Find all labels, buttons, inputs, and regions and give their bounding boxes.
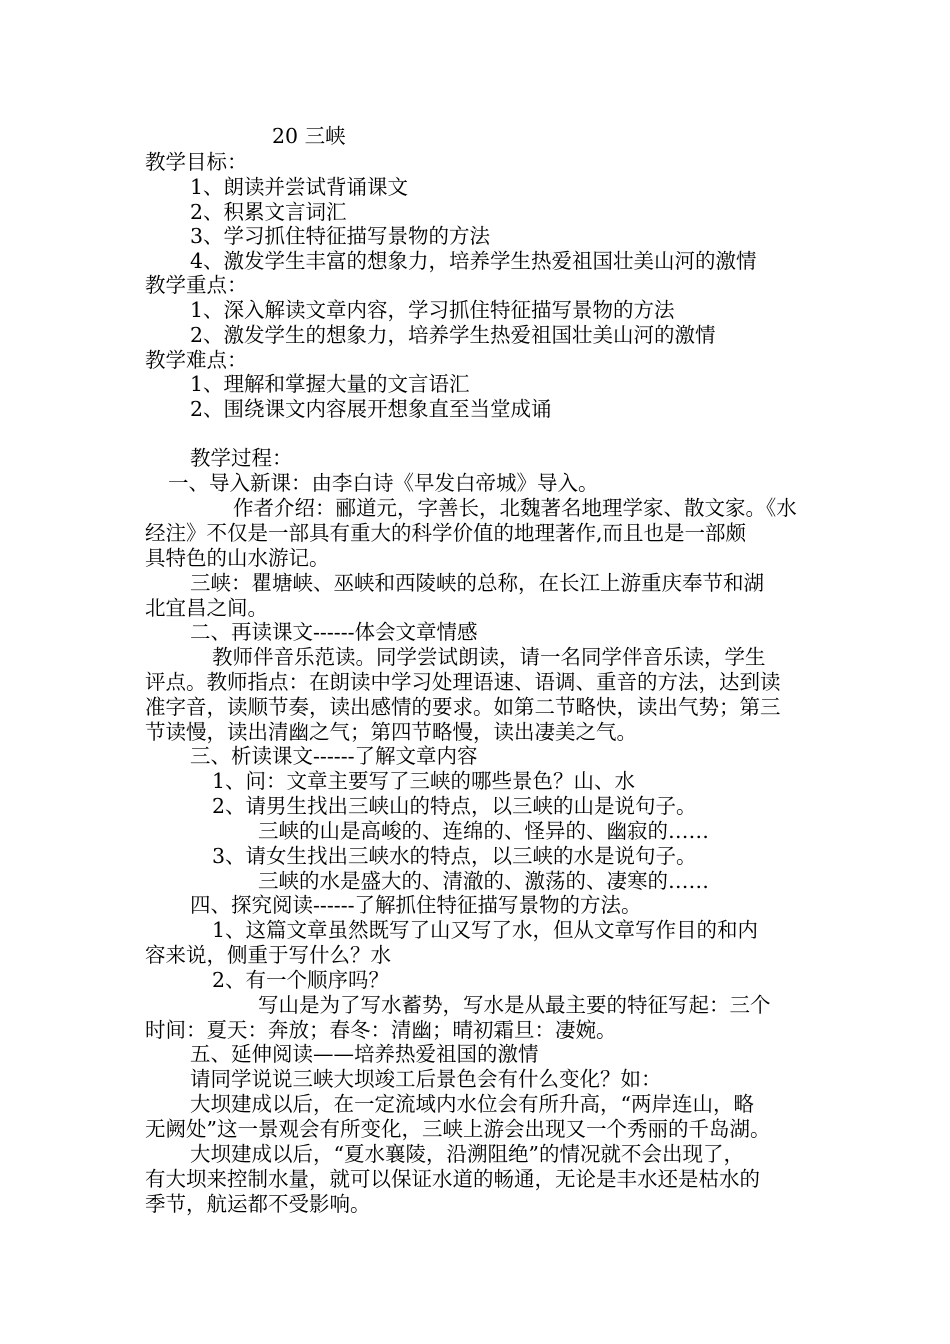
section-heading-objectives: 教学目标： <box>145 150 248 174</box>
paragraph-line: 作者介绍：郦道元，字善长，北魏著名地理学家、散文家。《水 <box>233 496 797 520</box>
answer-line: 写山是为了写水蓄势，写水是从最主要的特征写起：三个 <box>258 993 771 1017</box>
answer-line: 三峡的水是盛大的、清澈的、激荡的、凄寒的…… <box>258 869 709 893</box>
step-heading: 二、再读课文------体会文章情感 <box>190 620 478 644</box>
paragraph-line: 有大坝来控制水量，就可以保证水道的畅通，无论是丰水还是枯水的 <box>145 1167 760 1191</box>
step-heading: 一、导入新课：由李白诗《早发白帝城》导入。 <box>168 471 599 495</box>
paragraph-line: 北宜昌之间。 <box>145 596 268 620</box>
question-item: 3、请女生找出三峡水的特点，以三峡的水是说句子。 <box>212 844 697 868</box>
section-heading-difficulties: 教学难点： <box>145 348 248 372</box>
paragraph-line: 节读慢，读出清幽之气；第四节略慢，读出凄美之气。 <box>145 720 637 744</box>
difficulty-item: 1、理解和掌握大量的文言语汇 <box>190 372 470 396</box>
paragraph-line: 准字音，读顺节奏，读出感情的要求。如第二节略快，读出气势；第三 <box>145 695 781 719</box>
objective-item: 2、积累文言词汇 <box>190 200 347 224</box>
paragraph-line: 大坝建成以后，在一定流域内水位会有所升高，“两岸连山，略 <box>190 1092 754 1116</box>
paragraph-line: 时间：夏天：奔放；春冬：清幽；晴初霜旦：凄婉。 <box>145 1018 617 1042</box>
key-point-item: 2、激发学生的想象力，培养学生热爱祖国壮美山河的激情 <box>190 323 716 347</box>
lesson-title: 20 三峡 <box>272 124 346 148</box>
paragraph-line: 经注》不仅是一部具有重大的科学价值的地理著作,而且也是一部颇 <box>145 521 747 545</box>
objective-item: 4、激发学生丰富的想象力，培养学生热爱祖国壮美山河的激情 <box>190 249 757 273</box>
paragraph-line: 请同学说说三峡大坝竣工后景色会有什么变化？如： <box>190 1067 662 1091</box>
paragraph-line: 教师伴音乐范读。同学尝试朗读，请一名同学伴音乐读，学生 <box>212 645 766 669</box>
step-heading: 四、探究阅读------了解抓住特征描写景物的方法。 <box>190 893 642 917</box>
paragraph-line: 无阙处”这一景观会有所变化，三峡上游会出现又一个秀丽的千岛湖。 <box>145 1117 771 1141</box>
section-heading-process: 教学过程： <box>190 446 293 470</box>
section-heading-key-points: 教学重点： <box>145 273 248 297</box>
question-item: 2、有一个顺序吗？ <box>212 968 390 992</box>
paragraph-line: 容来说，侧重于写什么？水 <box>145 943 391 967</box>
question-item: 1、问：文章主要写了三峡的哪些景色？山、水 <box>212 769 636 793</box>
objective-item: 3、学习抓住特征描写景物的方法 <box>190 224 491 248</box>
difficulty-item: 2、围绕课文内容展开想象直至当堂成诵 <box>190 397 552 421</box>
paragraph-line: 具特色的山水游记。 <box>145 546 330 570</box>
question-item: 1、这篇文章虽然既写了山又写了水，但从文章写作目的和内 <box>212 918 759 942</box>
paragraph-line: 三峡：瞿塘峡、巫峡和西陵峡的总称，在长江上游重庆奉节和湖 <box>190 571 764 595</box>
question-item: 2、请男生找出三峡山的特点，以三峡的山是说句子。 <box>212 794 697 818</box>
answer-line: 三峡的山是高峻的、连绵的、怪异的、幽寂的…… <box>258 819 709 843</box>
objective-item: 1、朗读并尝试背诵课文 <box>190 175 409 199</box>
key-point-item: 1、深入解读文章内容，学习抓住特征描写景物的方法 <box>190 298 675 322</box>
paragraph-line: 大坝建成以后，“夏水襄陵，沿溯阻绝”的情况就不会出现了， <box>190 1142 744 1166</box>
step-heading: 三、析读课文------了解文章内容 <box>190 744 478 768</box>
paragraph-line: 评点。教师指点：在朗读中学习处理语速、语调、重音的方法，达到读 <box>145 670 781 694</box>
step-heading: 五、延伸阅读——培养热爱祖国的激情 <box>190 1042 539 1066</box>
paragraph-line: 季节，航运都不受影响。 <box>145 1192 371 1216</box>
